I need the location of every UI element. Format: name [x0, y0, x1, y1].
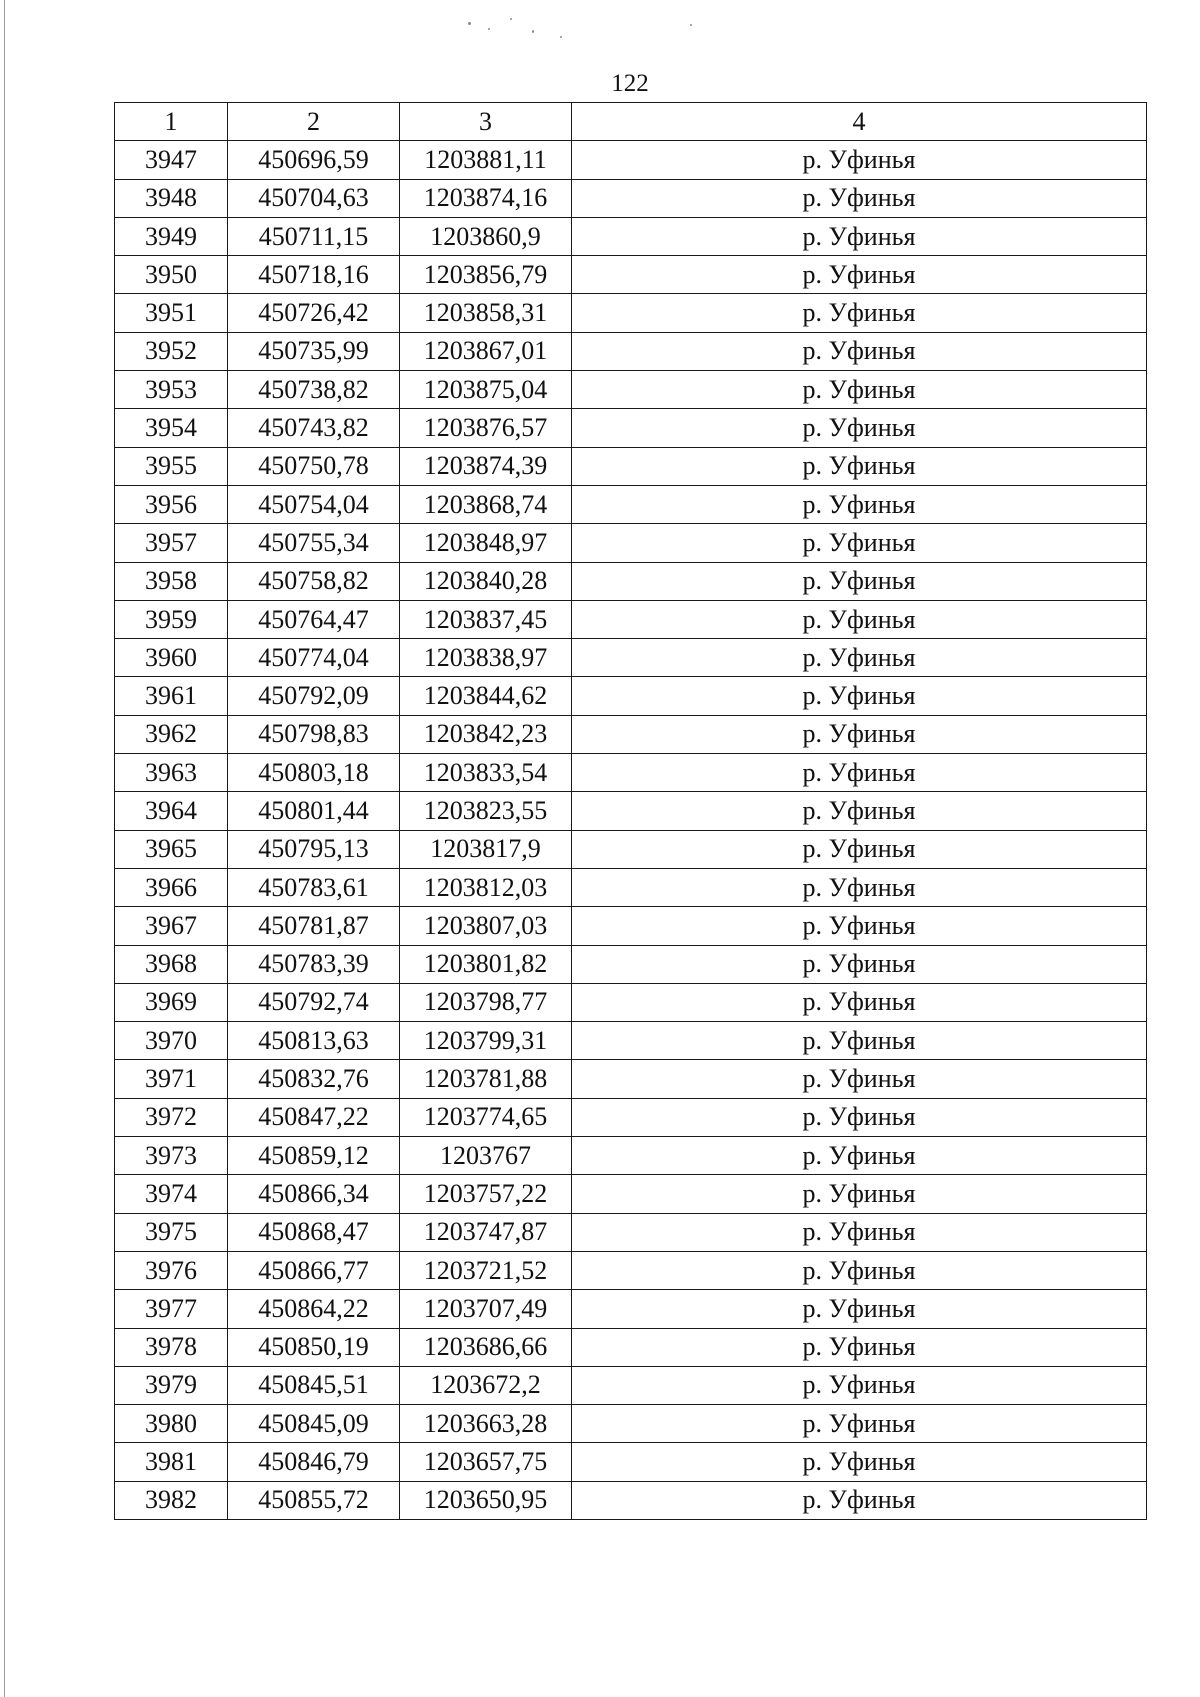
table-row [115, 447, 1147, 485]
y-coordinate-cell: 1203650,95 [400, 1481, 572, 1519]
x-coordinate-cell: 450718,16 [228, 256, 400, 294]
point-number-cell: 3953 [115, 371, 228, 409]
description-cell: р. Уфинья [572, 715, 1147, 753]
x-coordinate-cell: 450738,82 [228, 371, 400, 409]
description-cell: р. Уфинья [572, 179, 1147, 217]
table-row [115, 1328, 1147, 1366]
y-coordinate-cell: 1203721,52 [400, 1251, 572, 1289]
y-coordinate-cell: 1203833,54 [400, 754, 572, 792]
y-coordinate-cell: 1203823,55 [400, 792, 572, 830]
description-cell: р. Уфинья [572, 141, 1147, 179]
table-row [115, 1443, 1147, 1481]
scan-edge-line [4, 0, 5, 1697]
table-row [115, 945, 1147, 983]
description-cell: р. Уфинья [572, 1251, 1147, 1289]
table-row [115, 1022, 1147, 1060]
point-number-cell: 3977 [115, 1290, 228, 1328]
y-coordinate-cell: 1203876,57 [400, 409, 572, 447]
y-coordinate-cell: 1203856,79 [400, 256, 572, 294]
x-coordinate-cell: 450846,79 [228, 1443, 400, 1481]
x-coordinate-cell: 450845,09 [228, 1405, 400, 1443]
scan-speck [532, 30, 534, 33]
x-coordinate-cell: 450801,44 [228, 792, 400, 830]
description-cell: р. Уфинья [572, 524, 1147, 562]
column-header: 3 [400, 103, 572, 141]
description-cell: р. Уфинья [572, 830, 1147, 868]
description-cell: р. Уфинья [572, 1405, 1147, 1443]
table-row [115, 754, 1147, 792]
y-coordinate-cell: 1203867,01 [400, 332, 572, 370]
point-number-cell: 3949 [115, 217, 228, 255]
point-number-cell: 3951 [115, 294, 228, 332]
y-coordinate-cell: 1203840,28 [400, 562, 572, 600]
y-coordinate-cell: 1203881,11 [400, 141, 572, 179]
table-row [115, 1175, 1147, 1213]
point-number-cell: 3962 [115, 715, 228, 753]
description-cell: р. Уфинья [572, 447, 1147, 485]
x-coordinate-cell: 450832,76 [228, 1060, 400, 1098]
table-row [115, 600, 1147, 638]
y-coordinate-cell: 1203757,22 [400, 1175, 572, 1213]
y-coordinate-cell: 1203801,82 [400, 945, 572, 983]
y-coordinate-cell: 1203657,75 [400, 1443, 572, 1481]
y-coordinate-cell: 1203875,04 [400, 371, 572, 409]
description-cell: р. Уфинья [572, 907, 1147, 945]
table-row [115, 1405, 1147, 1443]
table-row [115, 256, 1147, 294]
x-coordinate-cell: 450792,74 [228, 983, 400, 1021]
point-number-cell: 3969 [115, 983, 228, 1021]
x-coordinate-cell: 450864,22 [228, 1290, 400, 1328]
x-coordinate-cell: 450859,12 [228, 1137, 400, 1175]
y-coordinate-cell: 1203672,2 [400, 1366, 572, 1404]
description-cell: р. Уфинья [572, 1366, 1147, 1404]
x-coordinate-cell: 450855,72 [228, 1481, 400, 1519]
description-cell: р. Уфинья [572, 1213, 1147, 1251]
y-coordinate-cell: 1203817,9 [400, 830, 572, 868]
point-number-cell: 3957 [115, 524, 228, 562]
description-cell: р. Уфинья [572, 1481, 1147, 1519]
description-cell: р. Уфинья [572, 217, 1147, 255]
y-coordinate-cell: 1203837,45 [400, 600, 572, 638]
point-number-cell: 3948 [115, 179, 228, 217]
table-row [115, 1481, 1147, 1519]
table-row [115, 332, 1147, 370]
point-number-cell: 3974 [115, 1175, 228, 1213]
point-number-cell: 3966 [115, 868, 228, 906]
table-row [115, 409, 1147, 447]
table-row [115, 1366, 1147, 1404]
table-row [115, 1290, 1147, 1328]
description-cell: р. Уфинья [572, 1175, 1147, 1213]
point-number-cell: 3964 [115, 792, 228, 830]
y-coordinate-cell: 1203747,87 [400, 1213, 572, 1251]
point-number-cell: 3961 [115, 677, 228, 715]
table-row [115, 792, 1147, 830]
scan-speck [468, 22, 471, 25]
point-number-cell: 3967 [115, 907, 228, 945]
point-number-cell: 3981 [115, 1443, 228, 1481]
point-number-cell: 3950 [115, 256, 228, 294]
description-cell: р. Уфинья [572, 1022, 1147, 1060]
coordinates-table [114, 102, 1147, 1520]
table-row [115, 715, 1147, 753]
description-cell: р. Уфинья [572, 371, 1147, 409]
y-coordinate-cell: 1203812,03 [400, 868, 572, 906]
table-row [115, 907, 1147, 945]
y-coordinate-cell: 1203858,31 [400, 294, 572, 332]
point-number-cell: 3968 [115, 945, 228, 983]
y-coordinate-cell: 1203868,74 [400, 485, 572, 523]
table-row [115, 1251, 1147, 1289]
x-coordinate-cell: 450868,47 [228, 1213, 400, 1251]
description-cell: р. Уфинья [572, 677, 1147, 715]
x-coordinate-cell: 450798,83 [228, 715, 400, 753]
point-number-cell: 3970 [115, 1022, 228, 1060]
description-cell: р. Уфинья [572, 409, 1147, 447]
point-number-cell: 3979 [115, 1366, 228, 1404]
table-row [115, 1060, 1147, 1098]
point-number-cell: 3947 [115, 141, 228, 179]
x-coordinate-cell: 450783,61 [228, 868, 400, 906]
table-row [115, 868, 1147, 906]
scan-speck [488, 28, 490, 30]
point-number-cell: 3955 [115, 447, 228, 485]
point-number-cell: 3952 [115, 332, 228, 370]
y-coordinate-cell: 1203807,03 [400, 907, 572, 945]
x-coordinate-cell: 450735,99 [228, 332, 400, 370]
table-row [115, 371, 1147, 409]
point-number-cell: 3976 [115, 1251, 228, 1289]
y-coordinate-cell: 1203848,97 [400, 524, 572, 562]
point-number-cell: 3959 [115, 600, 228, 638]
description-cell: р. Уфинья [572, 294, 1147, 332]
y-coordinate-cell: 1203874,16 [400, 179, 572, 217]
x-coordinate-cell: 450758,82 [228, 562, 400, 600]
x-coordinate-cell: 450781,87 [228, 907, 400, 945]
description-cell: р. Уфинья [572, 1098, 1147, 1136]
x-coordinate-cell: 450866,34 [228, 1175, 400, 1213]
y-coordinate-cell: 1203838,97 [400, 639, 572, 677]
table-row [115, 524, 1147, 562]
y-coordinate-cell: 1203686,66 [400, 1328, 572, 1366]
table-row [115, 485, 1147, 523]
description-cell: р. Уфинья [572, 1328, 1147, 1366]
description-cell: р. Уфинья [572, 639, 1147, 677]
description-cell: р. Уфинья [572, 1137, 1147, 1175]
table-row [115, 294, 1147, 332]
x-coordinate-cell: 450792,09 [228, 677, 400, 715]
x-coordinate-cell: 450866,77 [228, 1251, 400, 1289]
x-coordinate-cell: 450850,19 [228, 1328, 400, 1366]
y-coordinate-cell: 1203663,28 [400, 1405, 572, 1443]
table-row [115, 983, 1147, 1021]
scan-speck [560, 36, 562, 38]
table-row [115, 1213, 1147, 1251]
description-cell: р. Уфинья [572, 1443, 1147, 1481]
x-coordinate-cell: 450783,39 [228, 945, 400, 983]
column-header: 4 [572, 103, 1147, 141]
description-cell: р. Уфинья [572, 868, 1147, 906]
table-row [115, 179, 1147, 217]
point-number-cell: 3958 [115, 562, 228, 600]
y-coordinate-cell: 1203842,23 [400, 715, 572, 753]
y-coordinate-cell: 1203874,39 [400, 447, 572, 485]
column-header: 2 [228, 103, 400, 141]
table-row [115, 677, 1147, 715]
description-cell: р. Уфинья [572, 792, 1147, 830]
point-number-cell: 3972 [115, 1098, 228, 1136]
y-coordinate-cell: 1203707,49 [400, 1290, 572, 1328]
table-row [115, 562, 1147, 600]
x-coordinate-cell: 450764,47 [228, 600, 400, 638]
page-number: 122 [611, 70, 649, 97]
point-number-cell: 3978 [115, 1328, 228, 1366]
point-number-cell: 3954 [115, 409, 228, 447]
point-number-cell: 3971 [115, 1060, 228, 1098]
x-coordinate-cell: 450803,18 [228, 754, 400, 792]
table-row [115, 141, 1147, 179]
table-row [115, 1137, 1147, 1175]
point-number-cell: 3982 [115, 1481, 228, 1519]
x-coordinate-cell: 450726,42 [228, 294, 400, 332]
description-cell: р. Уфинья [572, 256, 1147, 294]
y-coordinate-cell: 1203774,65 [400, 1098, 572, 1136]
x-coordinate-cell: 450754,04 [228, 485, 400, 523]
column-header: 1 [115, 103, 228, 141]
table-body [115, 141, 1147, 1520]
x-coordinate-cell: 450755,34 [228, 524, 400, 562]
y-coordinate-cell: 1203844,62 [400, 677, 572, 715]
x-coordinate-cell: 450847,22 [228, 1098, 400, 1136]
y-coordinate-cell: 1203860,9 [400, 217, 572, 255]
y-coordinate-cell: 1203767 [400, 1137, 572, 1175]
point-number-cell: 3963 [115, 754, 228, 792]
x-coordinate-cell: 450795,13 [228, 830, 400, 868]
x-coordinate-cell: 450711,15 [228, 217, 400, 255]
point-number-cell: 3980 [115, 1405, 228, 1443]
x-coordinate-cell: 450743,82 [228, 409, 400, 447]
y-coordinate-cell: 1203799,31 [400, 1022, 572, 1060]
description-cell: р. Уфинья [572, 485, 1147, 523]
scan-speck [690, 24, 692, 26]
point-number-cell: 3965 [115, 830, 228, 868]
x-coordinate-cell: 450696,59 [228, 141, 400, 179]
description-cell: р. Уфинья [572, 983, 1147, 1021]
scan-speck [510, 18, 512, 20]
description-cell: р. Уфинья [572, 562, 1147, 600]
x-coordinate-cell: 450774,04 [228, 639, 400, 677]
table-row [115, 217, 1147, 255]
point-number-cell: 3973 [115, 1137, 228, 1175]
x-coordinate-cell: 450813,63 [228, 1022, 400, 1060]
point-number-cell: 3956 [115, 485, 228, 523]
x-coordinate-cell: 450704,63 [228, 179, 400, 217]
table-header-row [115, 103, 1147, 141]
x-coordinate-cell: 450750,78 [228, 447, 400, 485]
table-row [115, 1098, 1147, 1136]
x-coordinate-cell: 450845,51 [228, 1366, 400, 1404]
point-number-cell: 3960 [115, 639, 228, 677]
description-cell: р. Уфинья [572, 945, 1147, 983]
description-cell: р. Уфинья [572, 332, 1147, 370]
description-cell: р. Уфинья [572, 754, 1147, 792]
table-row [115, 830, 1147, 868]
y-coordinate-cell: 1203781,88 [400, 1060, 572, 1098]
description-cell: р. Уфинья [572, 1290, 1147, 1328]
description-cell: р. Уфинья [572, 1060, 1147, 1098]
point-number-cell: 3975 [115, 1213, 228, 1251]
description-cell: р. Уфинья [572, 600, 1147, 638]
y-coordinate-cell: 1203798,77 [400, 983, 572, 1021]
table-row [115, 639, 1147, 677]
